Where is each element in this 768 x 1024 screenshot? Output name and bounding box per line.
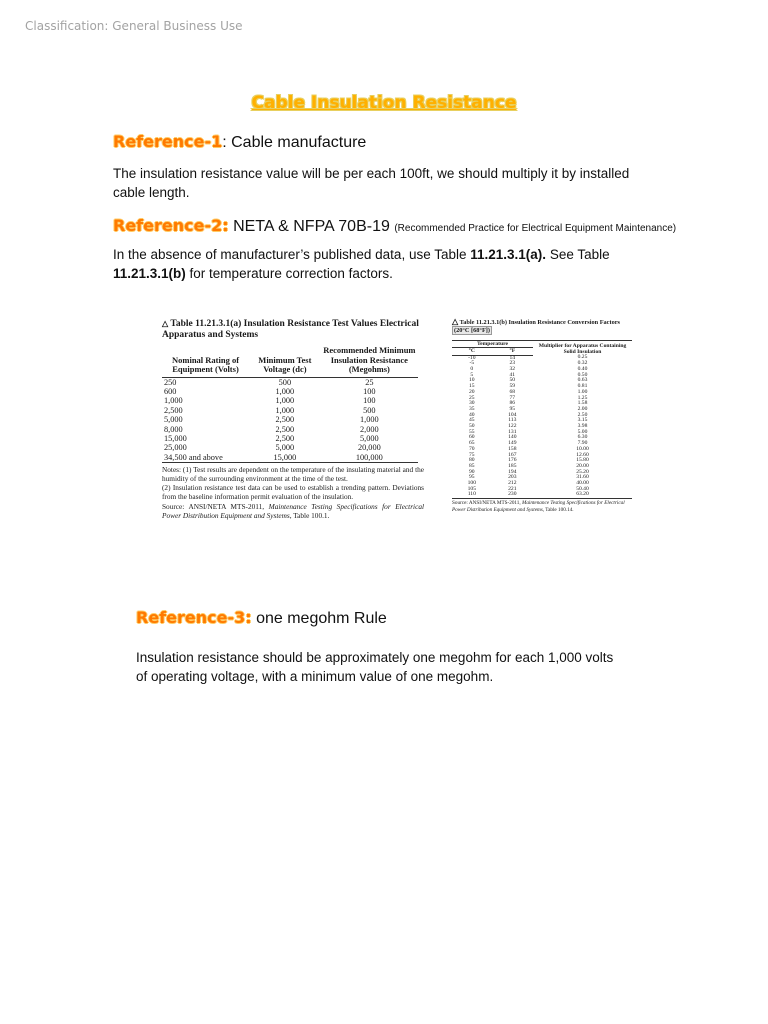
source-text: , Table 100.1. <box>289 510 330 520</box>
table-b-cell: 0 <box>470 366 474 372</box>
table-b-cell: 203 <box>508 474 517 481</box>
table-b-cell: 0.40 <box>577 366 588 372</box>
table-b-cell: 63.20 <box>533 492 632 498</box>
table-a-cell: 5,000 <box>164 415 183 425</box>
reference-2-note: (Recommended Practice for Electrical Equipment Maintenance) <box>394 223 677 234</box>
table-b-cell: 176 <box>508 457 517 464</box>
table-a-cell: 15,000 <box>164 433 187 443</box>
table-b-cell: 50 <box>469 423 475 430</box>
reference-1-body: The insulation resistance value will be per each 100ft, we should multiply it by installed cable length. <box>113 166 630 200</box>
table-b-cell: 1.00 <box>577 388 588 395</box>
table-b-cell: 77 <box>509 394 516 401</box>
table-a-note-2: (2) Insulation resistance test data can be used to establish a trending pattern. Deviations from the baseline information permit evaluation of the insulation. <box>162 483 424 502</box>
table-b-cell: 85 <box>469 462 475 469</box>
table-a-cell: 34,500 and above <box>162 453 249 463</box>
reference-2-label: Reference-2: <box>113 216 229 235</box>
table-a-cell: 20,000 <box>357 443 381 453</box>
table-b-cell: 6.30 <box>577 434 588 441</box>
source-title: Maintenance Testing Specifications for Electrical Power Distribution Equipment and Systems <box>162 501 424 520</box>
table-b-cell: 70 <box>469 445 475 452</box>
table-b-cell: 122 <box>508 423 517 430</box>
table-a-row <box>162 425 418 434</box>
table-a-cell: 100 <box>363 386 376 396</box>
table-b-cell: 50.40 <box>576 485 589 492</box>
table-b-cell: 95 <box>469 474 475 481</box>
table-b-header-temperature: Temperature <box>452 341 533 348</box>
table-a-cell: 25 <box>365 377 374 387</box>
table-a-cell: 600 <box>164 386 177 396</box>
source-text: Source: ANSI/NETA MTS-2011, <box>162 501 269 511</box>
table-b-cell: 0.25 <box>577 354 588 361</box>
conversion-factors-table-b <box>452 318 632 588</box>
table-a-caption <box>162 318 424 341</box>
table-b-cell: 0.32 <box>577 360 588 367</box>
table-b-cell: 7.90 <box>577 440 588 447</box>
reference-1-heading <box>113 132 366 152</box>
table-b-cell: 10 <box>469 377 475 384</box>
table-b-cell: 25.20 <box>576 468 589 475</box>
table-b-cell: 80 <box>469 457 475 464</box>
table-b-cell: 194 <box>508 468 517 475</box>
table-b-cell: 12.60 <box>576 451 589 458</box>
body-text: for temperature correction factors. <box>185 266 393 281</box>
table-b-cell: 167 <box>508 451 517 458</box>
table-b-cell: 41 <box>509 371 516 378</box>
table-a-cell: 5,000 <box>360 433 379 443</box>
body-text: In the absence of manufacturer’s published data, use Table <box>113 247 471 262</box>
table-b-cell: 149 <box>508 440 517 447</box>
table-a-row <box>162 443 418 452</box>
table-a-cell: 5,000 <box>275 443 295 453</box>
table-b-cell: 10.00 <box>576 445 589 452</box>
table-b-cell: 40 <box>469 411 475 418</box>
table-b-cell: 68 <box>509 388 516 395</box>
insulation-resistance-table-a <box>162 318 424 588</box>
table-b-cell: 100 <box>467 480 476 487</box>
table-b-cell: 31.60 <box>576 474 589 481</box>
table-b-cell: 65 <box>469 440 475 447</box>
table-a-row <box>162 453 418 463</box>
table-a-row <box>162 377 418 387</box>
table-b-cell: 15 <box>469 383 475 390</box>
table-b-cell: 90 <box>469 468 475 475</box>
reference-3-title: one megohm Rule <box>251 610 387 627</box>
table-a-row <box>162 415 418 424</box>
table-b-cell: 14 <box>509 354 516 361</box>
table-a-header: Recommended Minimum Insulation Resistance (Megohms) <box>321 346 418 377</box>
table-b-cell: 105 <box>467 485 476 492</box>
table-b-caption <box>452 318 632 334</box>
table-a-caption-text: Table 11.21.3.1(a) Insulation Resistance Test Values Electrical Apparatus and Systems <box>162 319 419 340</box>
table-a-cell: 500 <box>278 377 292 387</box>
table-b-cell: -10 <box>468 354 476 361</box>
table-b-cell: 15.80 <box>576 457 589 464</box>
table-b-cell: 86 <box>509 400 516 407</box>
table-a-cell: 15,000 <box>249 453 321 463</box>
table-b-cell: 50 <box>509 377 516 384</box>
reference-1-label: Reference-1 <box>113 132 223 151</box>
table-a-header: Nominal Rating of Equipment (Volts) <box>162 346 249 377</box>
table-b-cell: 2.50 <box>577 411 588 418</box>
table-b-cell: 2.00 <box>577 405 588 412</box>
table-b-cell: 30 <box>469 400 475 407</box>
table-b-cell: 75 <box>469 451 475 458</box>
table-a-note-1: Notes: (1) Test results are dependent on the temperature of the insulating material and the humidity of the surrounding environment at the time of the test. <box>162 465 424 484</box>
source-text: Source: ANSI/NETA MTS-2011, <box>452 500 522 507</box>
reference-2-heading <box>113 216 676 236</box>
table-a-row <box>162 387 418 396</box>
table-b-cell: 40.00 <box>576 480 589 487</box>
table-a-source <box>162 502 424 520</box>
table-b-cell: 25 <box>469 394 475 401</box>
body-text: See Table <box>546 247 610 262</box>
table-b-cell: 185 <box>508 462 517 469</box>
table-b-cell: 0.81 <box>577 383 588 390</box>
table-b-cell: 5.00 <box>577 428 588 435</box>
table-b-header-multiplier: Multiplier for Apparatus Containing Solid Insulation <box>533 341 632 356</box>
table-a-header: Minimum Test Voltage (dc) <box>249 346 321 377</box>
table-b-cell: 212 <box>508 480 517 487</box>
table-b-cell: 230 <box>492 492 533 498</box>
warning-triangle-icon: △ <box>162 319 169 328</box>
table-b-cell: 20.00 <box>576 462 589 469</box>
reference-3-heading <box>136 608 387 628</box>
reference-2-title: NETA & NFPA 70B-19 <box>228 218 395 235</box>
table-b-cell: 131 <box>508 428 517 435</box>
reference-2-body <box>113 245 658 283</box>
table-b-cell: 1.25 <box>577 394 588 401</box>
table-a-reference: 11.21.3.1(a). <box>470 247 547 262</box>
table-b-cell: 140 <box>508 434 517 441</box>
table-b-caption-text: Table 11.21.3.1(b) Insulation Resistance Conversion Factors <box>459 319 620 326</box>
table-a-cell: 25,000 <box>164 443 187 453</box>
table-b-col-celsius: °C <box>452 348 492 355</box>
table-b-cell: 95 <box>509 405 516 412</box>
table-a-cell: 2,500 <box>275 433 295 443</box>
source-title: Maintenance Testing Specifications for Electrical Power Distribution Equipment and Systems <box>452 500 625 513</box>
table-b-cell: 60 <box>469 434 475 441</box>
table-a-cell: 2,500 <box>275 424 295 434</box>
table-a-cell: 100 <box>363 396 376 406</box>
source-text: , Table 100.14. <box>542 506 574 513</box>
table-b-cell: 35 <box>469 405 475 412</box>
table-a-cell: 8,000 <box>164 424 183 434</box>
table-b-cell: 45 <box>469 417 475 424</box>
table-b-cell: 158 <box>508 445 517 452</box>
table-b-source <box>452 500 632 513</box>
reference-3-body: Insulation resistance should be approximately one megohm for each 1,000 volts of operating voltage, with a minimum value of one megohm. <box>136 650 614 684</box>
table-b-cell: 5 <box>470 371 474 378</box>
table-a-cell: 2,000 <box>360 424 379 434</box>
table-b-cell: 1.58 <box>577 400 588 407</box>
table-a-cell: 500 <box>363 405 376 415</box>
table-b-row <box>452 492 632 498</box>
page-title: Cable Insulation Resistance <box>251 93 517 113</box>
table-b-cell: 32 <box>509 366 516 372</box>
table-b-cell: 20 <box>469 388 475 395</box>
table-b-cell: 3.98 <box>577 423 588 430</box>
table-b-cell: 110 <box>452 492 492 498</box>
reference-1-title: : Cable manufacture <box>222 134 367 151</box>
table-b-cell: 221 <box>508 485 517 492</box>
table-a-notes <box>162 465 424 520</box>
table-b-cell: 59 <box>509 383 516 390</box>
table-a-cell: 1,000 <box>275 405 295 415</box>
table-b-cell: 0.50 <box>577 371 588 378</box>
table-b-col-fahrenheit: °F <box>492 348 533 355</box>
table-b-cell: 23 <box>509 360 516 367</box>
table-b-cell: 55 <box>469 428 475 435</box>
table-b-caption-highlight: (20°C [68°F]) <box>454 326 490 334</box>
table-a-cell: 250 <box>164 377 177 387</box>
table-b-cell: 104 <box>508 411 517 418</box>
table-a-cell: 100,000 <box>321 453 418 463</box>
table-b-reference: 11.21.3.1(b) <box>113 266 186 281</box>
table-a-cell: 1,000 <box>275 396 295 406</box>
table-b-cell: 113 <box>508 417 517 424</box>
table-a-cell: 1,000 <box>360 415 379 425</box>
warning-triangle-icon: △ <box>452 317 459 326</box>
table-a-row <box>162 396 418 405</box>
table-b-cell: -5 <box>469 360 475 367</box>
classification-label: Classification: General Business Use <box>25 19 243 33</box>
table-a-cell: 1,000 <box>275 386 295 396</box>
table-b-cell: 3.15 <box>577 417 588 424</box>
reference-3-label: Reference-3: <box>136 608 252 627</box>
table-a-cell: 2,500 <box>275 415 295 425</box>
table-a-row <box>162 434 418 443</box>
table-a-cell: 1,000 <box>164 396 183 406</box>
table-a-row <box>162 406 418 415</box>
table-b-cell: 0.63 <box>577 377 588 384</box>
table-a-cell: 2,500 <box>164 405 183 415</box>
